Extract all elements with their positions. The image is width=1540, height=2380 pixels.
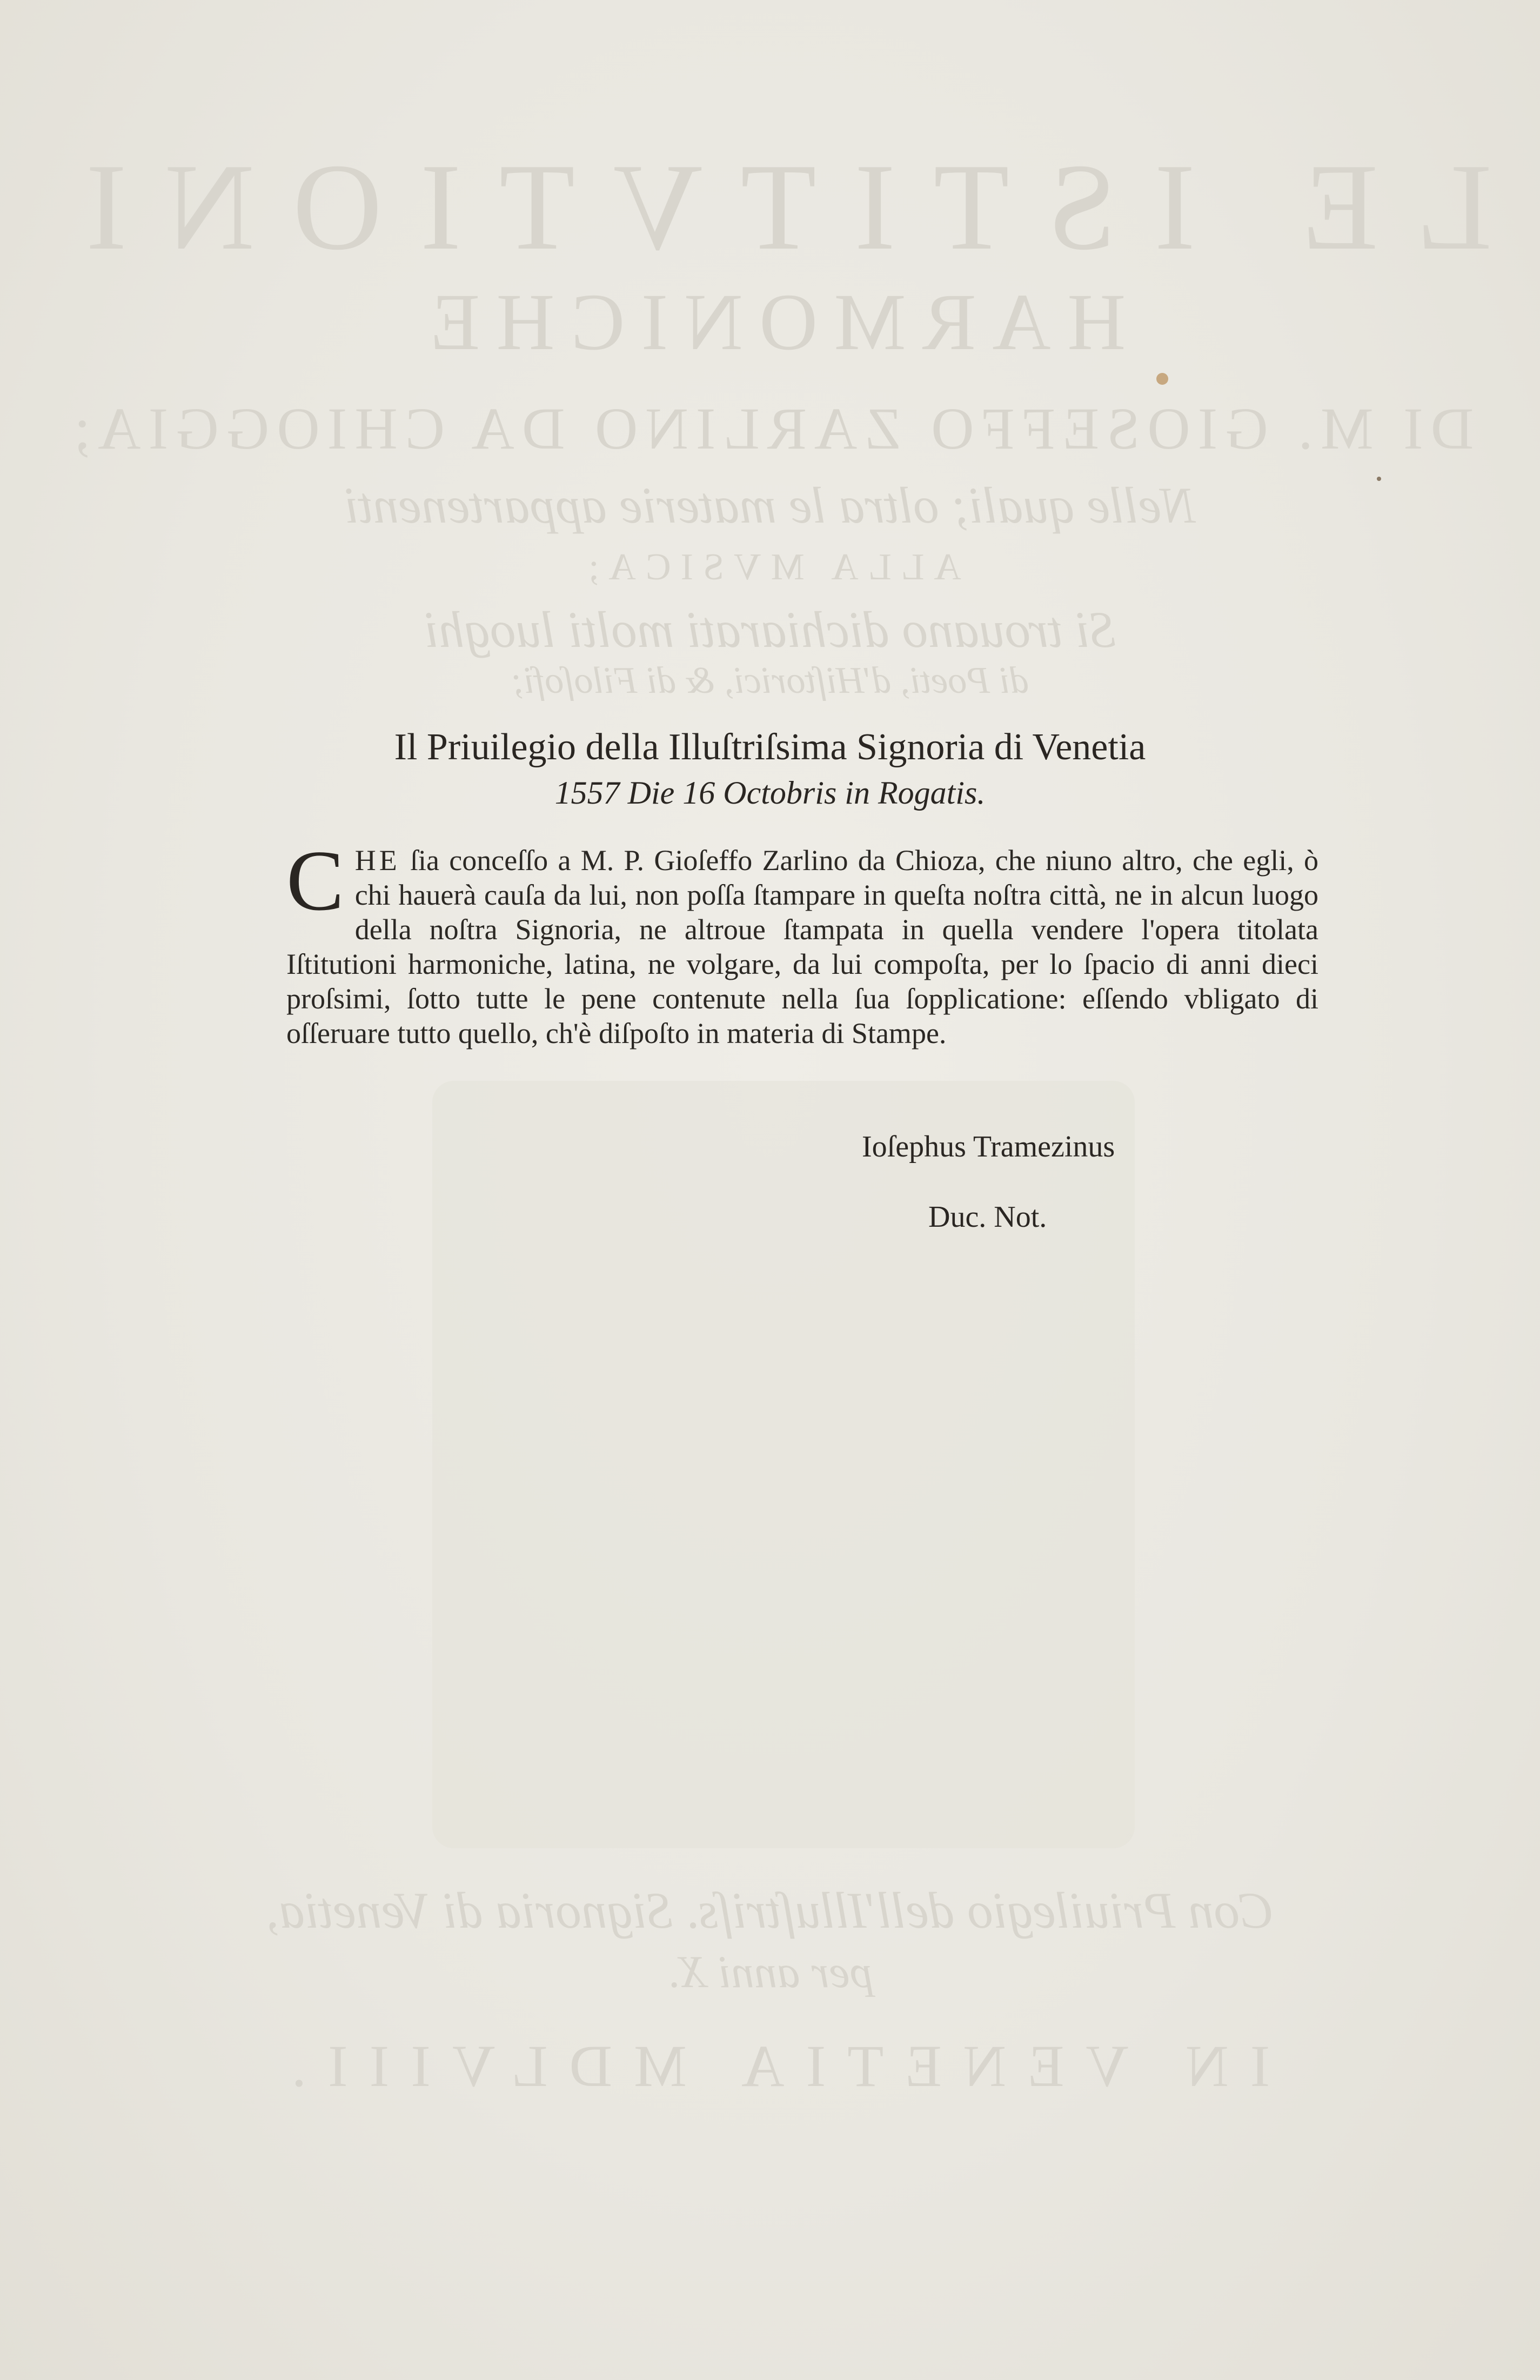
body-text: ſia conceſſo a M. P. Gioſeffo Zarlino da Chioza, che niuno altro, che egli, ò chi hauerà cauſa da lui, non poſſa ſtampare in queſta noſtra città, ne in alcun luogo della noſtra Signoria, ne altroue ſtampata in quella vendere l'opera titolata Iſtitutioni harmoniche, latina, ne volgare, da lui compoſta, per lo ſpacio di anni dieci proſsimi, ſotto tutte le pene contenute nella ſua ſopplicatione: eſſendo vbligato di oſſeruare tutto quello, ch'è diſpoſto in materia di Stampe. — [286, 844, 1319, 1049]
drop-cap: C — [286, 832, 344, 928]
show-through-line: HARMONICHE — [414, 277, 1126, 367]
show-through-line: IN VENETIA MDLVIII. — [270, 2033, 1270, 2099]
show-through-line: di Poeti, d'Hiſtorici, & di Filoſofi; — [511, 660, 1029, 701]
show-through-line: per anni X. — [667, 1947, 873, 1997]
show-through-line: Con Priuilegio dell'Illuſtriſs. Signoria di Venetia, — [266, 1882, 1274, 1939]
privilege-date: 1557 Die 16 Octobris in Rogatis. — [554, 775, 986, 811]
show-through-line: LE ISTITVTIONI — [48, 138, 1492, 276]
privilege-title: Il Priuilegio della Illuſtriſsima Signoria di Venetia — [394, 726, 1146, 768]
show-through-line: ALLA MVSICA; — [579, 546, 961, 588]
signature-title: Duc. Not. — [928, 1200, 1047, 1234]
show-through-line: DI M. GIOSEFFO ZARLINO DA CHIOGGIA; — [66, 396, 1474, 462]
show-through-line: Si trouano dichiarati molti luoghi — [424, 601, 1116, 658]
privilege-body — [286, 832, 1319, 1051]
paper-speck — [1377, 477, 1381, 481]
first-word-rest: HE — [354, 844, 400, 877]
show-through-woodcut — [432, 1081, 1135, 1848]
show-through-line: Nelle quali; oltra le materie appartenenti — [344, 477, 1196, 534]
paper-stain — [1156, 373, 1168, 385]
signature-name: Ioſephus Tramezinus — [862, 1130, 1115, 1164]
